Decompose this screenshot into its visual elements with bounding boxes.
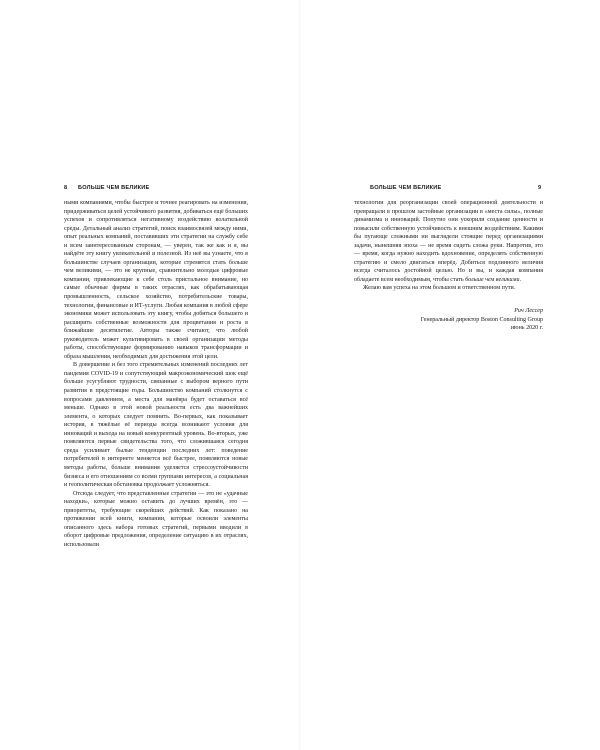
paragraph-end: . — [519, 276, 521, 283]
running-title-left: БОЛЬШЕ ЧЕМ ВЕЛИКИЕ — [78, 185, 150, 191]
paragraph: Отсюда следует, что представленные стратегии — это не «удачные находки», которые можно оставить до лучших времён, это — приоритеты, требующие скорейших действий. Как показано на протяжении всей книги, компании, которые освоили элементы описанного здесь набора готовых стратегий, первыми вводили в оборот цифровые предложения, определение ситуацию в их отраслях, использовали — [64, 490, 248, 548]
paragraph: Желаю вам успеха на этом большом и ответственном пути. — [363, 285, 516, 292]
right-page-body — [354, 199, 543, 293]
emphasis-text: больше чем великими — [465, 276, 520, 283]
left-page-body — [64, 199, 248, 549]
running-title-right: БОЛЬШЕ ЧЕМ ВЕЛИКИЕ — [370, 185, 442, 191]
paragraph: В довершение и без того стремительных изменений последних лет пандемия COVID-19 и сопутствующий макроэкономический шок ещё больше усугубляют трудности, связанные с выбором верного пути развития в предстоящие годы. Большинство компаний столкнутся с вопросами давлением, а места для манёвра будет оставаться всё меньше. Однако в этой новой реальности есть два важнейших элемента, о которых следует помнить. Во-первых, как показывает история, в тяжёлые её периоды всегда возникают условия для инноваций и выхода на новый конкурентный уровень. Во-вторых, уже появляются первые свидетельства того, что сложившаяся сегодня среда усиливает былые тенденции последних лет: поведение потребителей в интернете меняется всё быстрее, появляются новые методы работы, больше внимания уделяется стрессоустойчивости бизнеса и его отношениям со всеми группами интересов, а социальная и геополитическая обстановка продолжает усложняться. — [64, 362, 248, 489]
signature-title: Генеральный директор Boston Consulting Group — [420, 316, 543, 323]
paragraph — [354, 199, 543, 284]
right-page — [300, 0, 600, 750]
page-number-left: 8 — [64, 185, 68, 191]
page-number-right: 9 — [538, 185, 542, 191]
paragraph: ными компаниями, чтобы быстрее и точнее реагировать на изменения, придерживаться целей устойчивого развития, добиваться ещё больших успехов и сопротивляться негативному воздействию волатильной среды. Детальный анализ стратегий, поиск взаимосвязей между ними, опыт реальных компаний, поставивших эти стратегии на службу себе и всем заинтересованным сторонам, — уверен, так же как и я, вы найдёте эту книгу увлекательной и полезной. Из неё вы узнаете, что в большинстве случаев организации, которые стремятся стать больше чем великими, — это не крупные, сравнительно молодые цифровые компании, привлекающие к себе столь пристальное внимание, но самые обычные фирмы в таких отраслях, как обрабатывающая промышленность, сельское хозяйство, потребительские товары, технологии, финансовые и ИТ-услуги. Любая компания в любой сфере экономики может использовать эту книгу, чтобы добиться большего и расширить собственные возможности для процветания и роста в ближайшие десятилетие. Авторы также считают, что любой руководитель может культивировать в своей организации методы работы, способствующие формированию навыков трансформации и образа мышления, необходимых для достижения этой цели. — [64, 200, 248, 360]
paragraph-text: технологии для реорганизации своей операционной деятельности и превращали в прошлом застойные организации в «места силы», полные динамизма и инноваций. Попутно они ускорили создание ценности и повысили собственную устойчивость к внешним воздействиям. Какими бы пугающе сложными ни выглядели стоящие перед организациями задачи, нынешняя эпоха — не время сидеть сложа руки. Напротив, это — время, когда нужно находить вдохновение, определять собственную стратегию и смело двигаться вперёд. Добиться подлинного величия всегда считалось достойной целью. Но и вы, и каждая компания обладаете всем необходимым, чтобы стать — [354, 200, 543, 283]
signature-block — [421, 307, 543, 333]
signature-name: Рич Лессер — [514, 308, 543, 314]
signature-date: июнь 2020 г. — [510, 325, 543, 332]
